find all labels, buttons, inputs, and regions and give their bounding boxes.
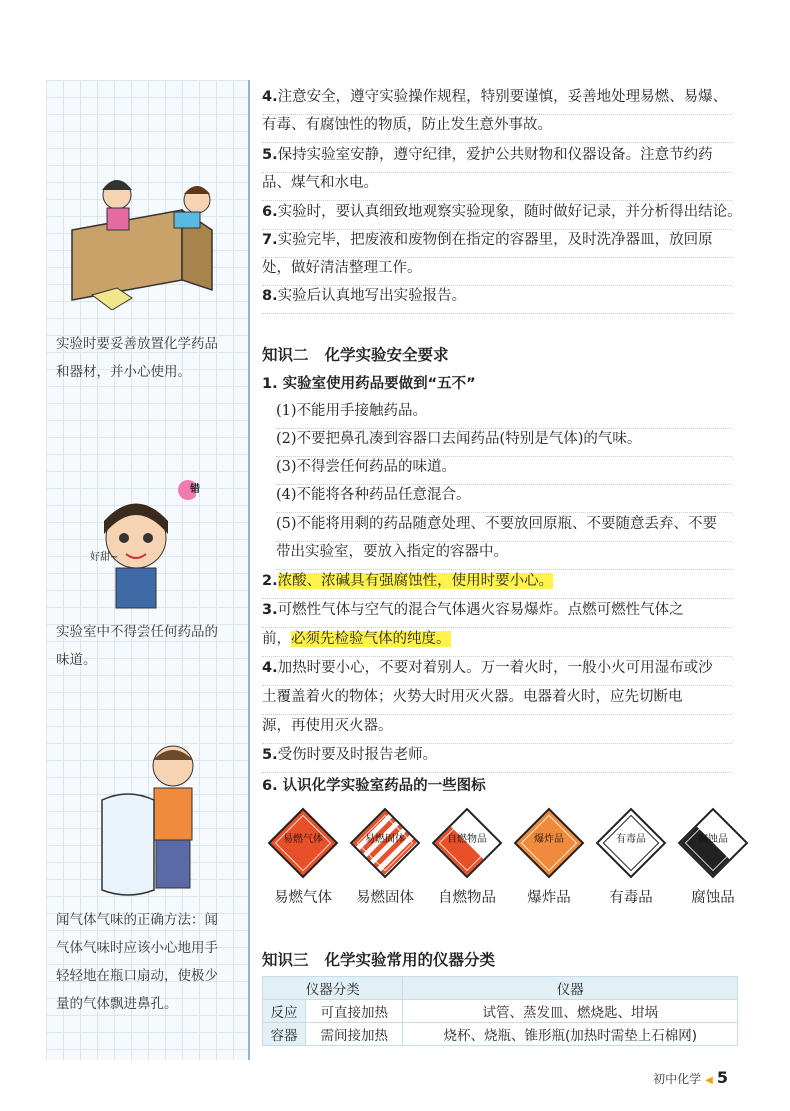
caption-1: 实验时要妥善放置化学药品 和器材，并小心使用。 <box>56 336 218 380</box>
five-nots-5-line-1: (5)不能将用剩的药品随意处理、不要放回原瓶、不要随意丢弃、不要 <box>276 513 732 542</box>
table-cell: 容器 <box>263 1023 306 1046</box>
hazard-symbol <box>592 812 670 907</box>
table-cell: 试管、蒸发皿、燃烧匙、坩埚 <box>403 1000 738 1023</box>
table-cell: 反应 <box>263 1000 306 1023</box>
boy-smelling-bottle-illustration <box>88 740 218 900</box>
rule-4-line-2: 有毒、有腐蚀性的物质，防止发生意外事故。 <box>262 114 732 143</box>
five-nots-5-line-2: 带出实验室，要放入指定的容器中。 <box>276 541 732 570</box>
rule-6-line-1: 6.实验时，要认真细致地观察实验现象，随时做好记录，并分析得出结论。 <box>262 201 732 230</box>
section-2-item-2: 2.浓酸、浓碱具有强腐蚀性，使用时要小心。 <box>262 570 732 599</box>
symbol-sign-text: 有毒品 <box>616 834 646 845</box>
page-footer <box>653 1068 728 1087</box>
hazard-symbol <box>674 812 752 907</box>
five-nots-1: (1)不能用手接触药品。 <box>276 400 732 429</box>
page-number: 5 <box>716 1068 728 1087</box>
section-2-item-4-line-1: 4.加热时要小心，不要对着别人。万一着火时，一般小火可用湿布或沙 <box>262 657 732 686</box>
hazard-symbol <box>346 812 424 907</box>
hazard-symbols-row <box>262 812 742 906</box>
students-at-lab-desk-illustration <box>62 170 242 310</box>
five-nots-2: (2)不要把鼻孔凑到容器口去闻药品(特别是气体)的气味。 <box>276 428 732 457</box>
caption-2: 实验室中不得尝任何药品的 味道。 <box>56 624 218 668</box>
table-header: 仪器分类 <box>263 977 403 1000</box>
rule-5-line-1: 5.保持实验室安静，遵守纪律，爱护公共财物和仪器设备。注意节约药 <box>262 144 732 173</box>
table-cell: 需间接加热 <box>306 1023 403 1046</box>
section-2-item-4-line-3: 源，再使用灭火器。 <box>262 715 732 744</box>
symbol-sign-text: 易燃固体 <box>365 834 405 845</box>
section-2-item-4-line-2: 土覆盖着火的物体；火势大时用灭火器。电器着火时，应先切断电 <box>262 686 732 715</box>
rule-5-line-2: 品、煤气和水电。 <box>262 172 732 201</box>
symbol-label: 自燃物品 <box>438 890 496 906</box>
symbol-sign-text: 腐蚀品 <box>698 834 728 845</box>
section-2-item-1-title: 1. 实验室使用药品要做到“五不” <box>262 376 476 392</box>
instrument-table <box>262 976 738 1046</box>
section-3-heading: 知识三 化学实验常用的仪器分类 <box>262 951 496 969</box>
girl-tasting-illustration <box>76 476 196 616</box>
rule-8-line-1: 8.实验后认真地写出实验报告。 <box>262 285 732 314</box>
section-2-item-5: 5.受伤时要及时报告老师。 <box>262 744 732 773</box>
rule-7-line-1: 7.实验完毕，把废液和废物倒在指定的容器里，及时洗净器皿，放回原 <box>262 229 732 258</box>
five-nots-4: (4)不能将各种药品任意混合。 <box>276 484 732 513</box>
table-header-row <box>263 977 738 1000</box>
triangle-icon: ◀ <box>705 1075 713 1086</box>
section-2-item-6-title: 6. 认识化学实验室药品的一些图标 <box>262 778 486 794</box>
footer-subject: 初中化学 <box>653 1072 702 1086</box>
symbol-label: 爆炸品 <box>527 890 571 906</box>
caption-3: 闻气体气味的正确方法：闻 气体气味时应该小心地用手 轻轻地在瓶口扇动，使极少 量的气体飘进鼻孔。 <box>56 912 218 1012</box>
table-cell: 烧杯、烧瓶、锥形瓶(加热时需垫上石棉网) <box>403 1023 738 1046</box>
rule-7-line-2: 处，做好清洁整理工作。 <box>262 257 732 286</box>
table-cell: 可直接加热 <box>306 1000 403 1023</box>
hazard-symbol <box>264 812 342 907</box>
symbol-label: 易燃气体 <box>274 890 332 906</box>
table-row <box>263 1023 738 1046</box>
symbol-label: 易燃固体 <box>356 890 414 906</box>
section-2-item-3-line-1: 3.可燃性气体与空气的混合气体遇火容易爆炸。点燃可燃性气体之 <box>262 599 732 628</box>
table-row <box>263 1000 738 1023</box>
hazard-symbol <box>510 812 588 907</box>
hazard-symbol <box>428 812 506 907</box>
bubble-tasty: 好甜~ <box>90 552 119 563</box>
symbol-label: 有毒品 <box>609 890 653 906</box>
section-2-heading: 知识二 化学实验安全要求 <box>262 346 449 364</box>
section-2-item-3-line-2: 前，必须先检验气体的纯度。 <box>262 628 732 657</box>
symbol-sign-text: 易燃气体 <box>283 834 323 845</box>
symbol-sign-text: 爆炸品 <box>534 834 564 845</box>
symbol-sign-text: 自燃物品 <box>447 834 487 845</box>
five-nots-3: (3)不得尝任何药品的味道。 <box>276 456 732 485</box>
symbol-label: 腐蚀品 <box>691 890 735 906</box>
table-header: 仪器 <box>403 977 738 1000</box>
bubble-wrong: 错 <box>190 484 200 495</box>
rule-4-line-1: 4.注意安全，遵守实验操作规程，特别要谨慎，妥善地处理易燃、易爆、 <box>262 86 732 115</box>
